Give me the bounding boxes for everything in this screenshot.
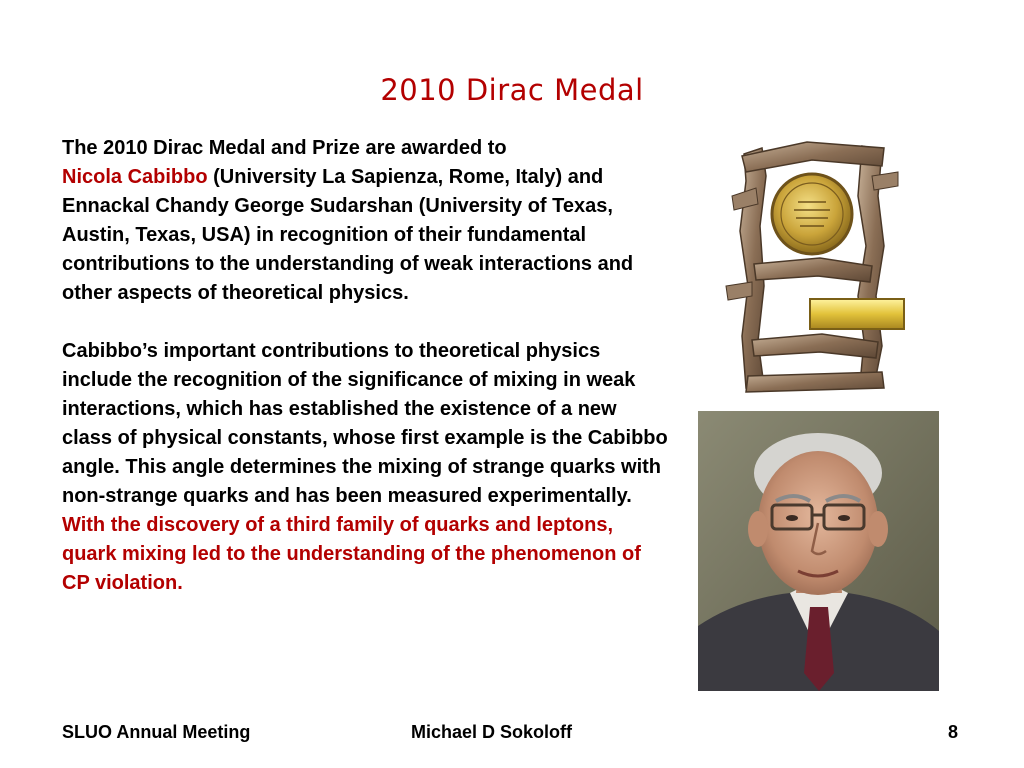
award-details: (University La Sapienza, Rome, Italy) and Ennackal Chandy George Sudarshan (University of Texas, Austin, Texas, USA) in recognition of their fundamental contributions to the understanding of weak interactions and other aspects of theoretical physics. <box>62 166 634 304</box>
cabibbo-portrait-photo <box>698 411 939 691</box>
page-number: 8 <box>948 722 959 742</box>
award-paragraph <box>62 134 672 308</box>
footer-event-name: SLUO Annual Meeting <box>62 722 251 742</box>
slide-title: 2010 Dirac Medal <box>380 73 644 107</box>
contribution-text: Cabibbo’s important contributions to theoretical physics include the recognition of the significance of mixing in weak interactions, which has established the existence of a new class of physical constants, whose first example is the Cabibbo angle. This angle determines the mixing of strange quarks with non-strange quarks and has been measured experimentally <box>62 340 668 507</box>
slide-body <box>62 134 672 598</box>
contribution-period: . <box>626 485 632 507</box>
award-intro: The 2010 Dirac Medal and Prize are awarded to <box>62 137 507 159</box>
dirac-medal-image <box>712 136 912 396</box>
footer-author: Michael D Sokoloff <box>411 722 573 742</box>
cp-violation-highlight: With the discovery of a third family of quarks and leptons, quark mixing led to the understanding of the phenomenon of CP violation. <box>62 514 641 594</box>
laureate-name: Nicola Cabibbo <box>62 166 208 188</box>
contribution-paragraph <box>62 337 672 598</box>
